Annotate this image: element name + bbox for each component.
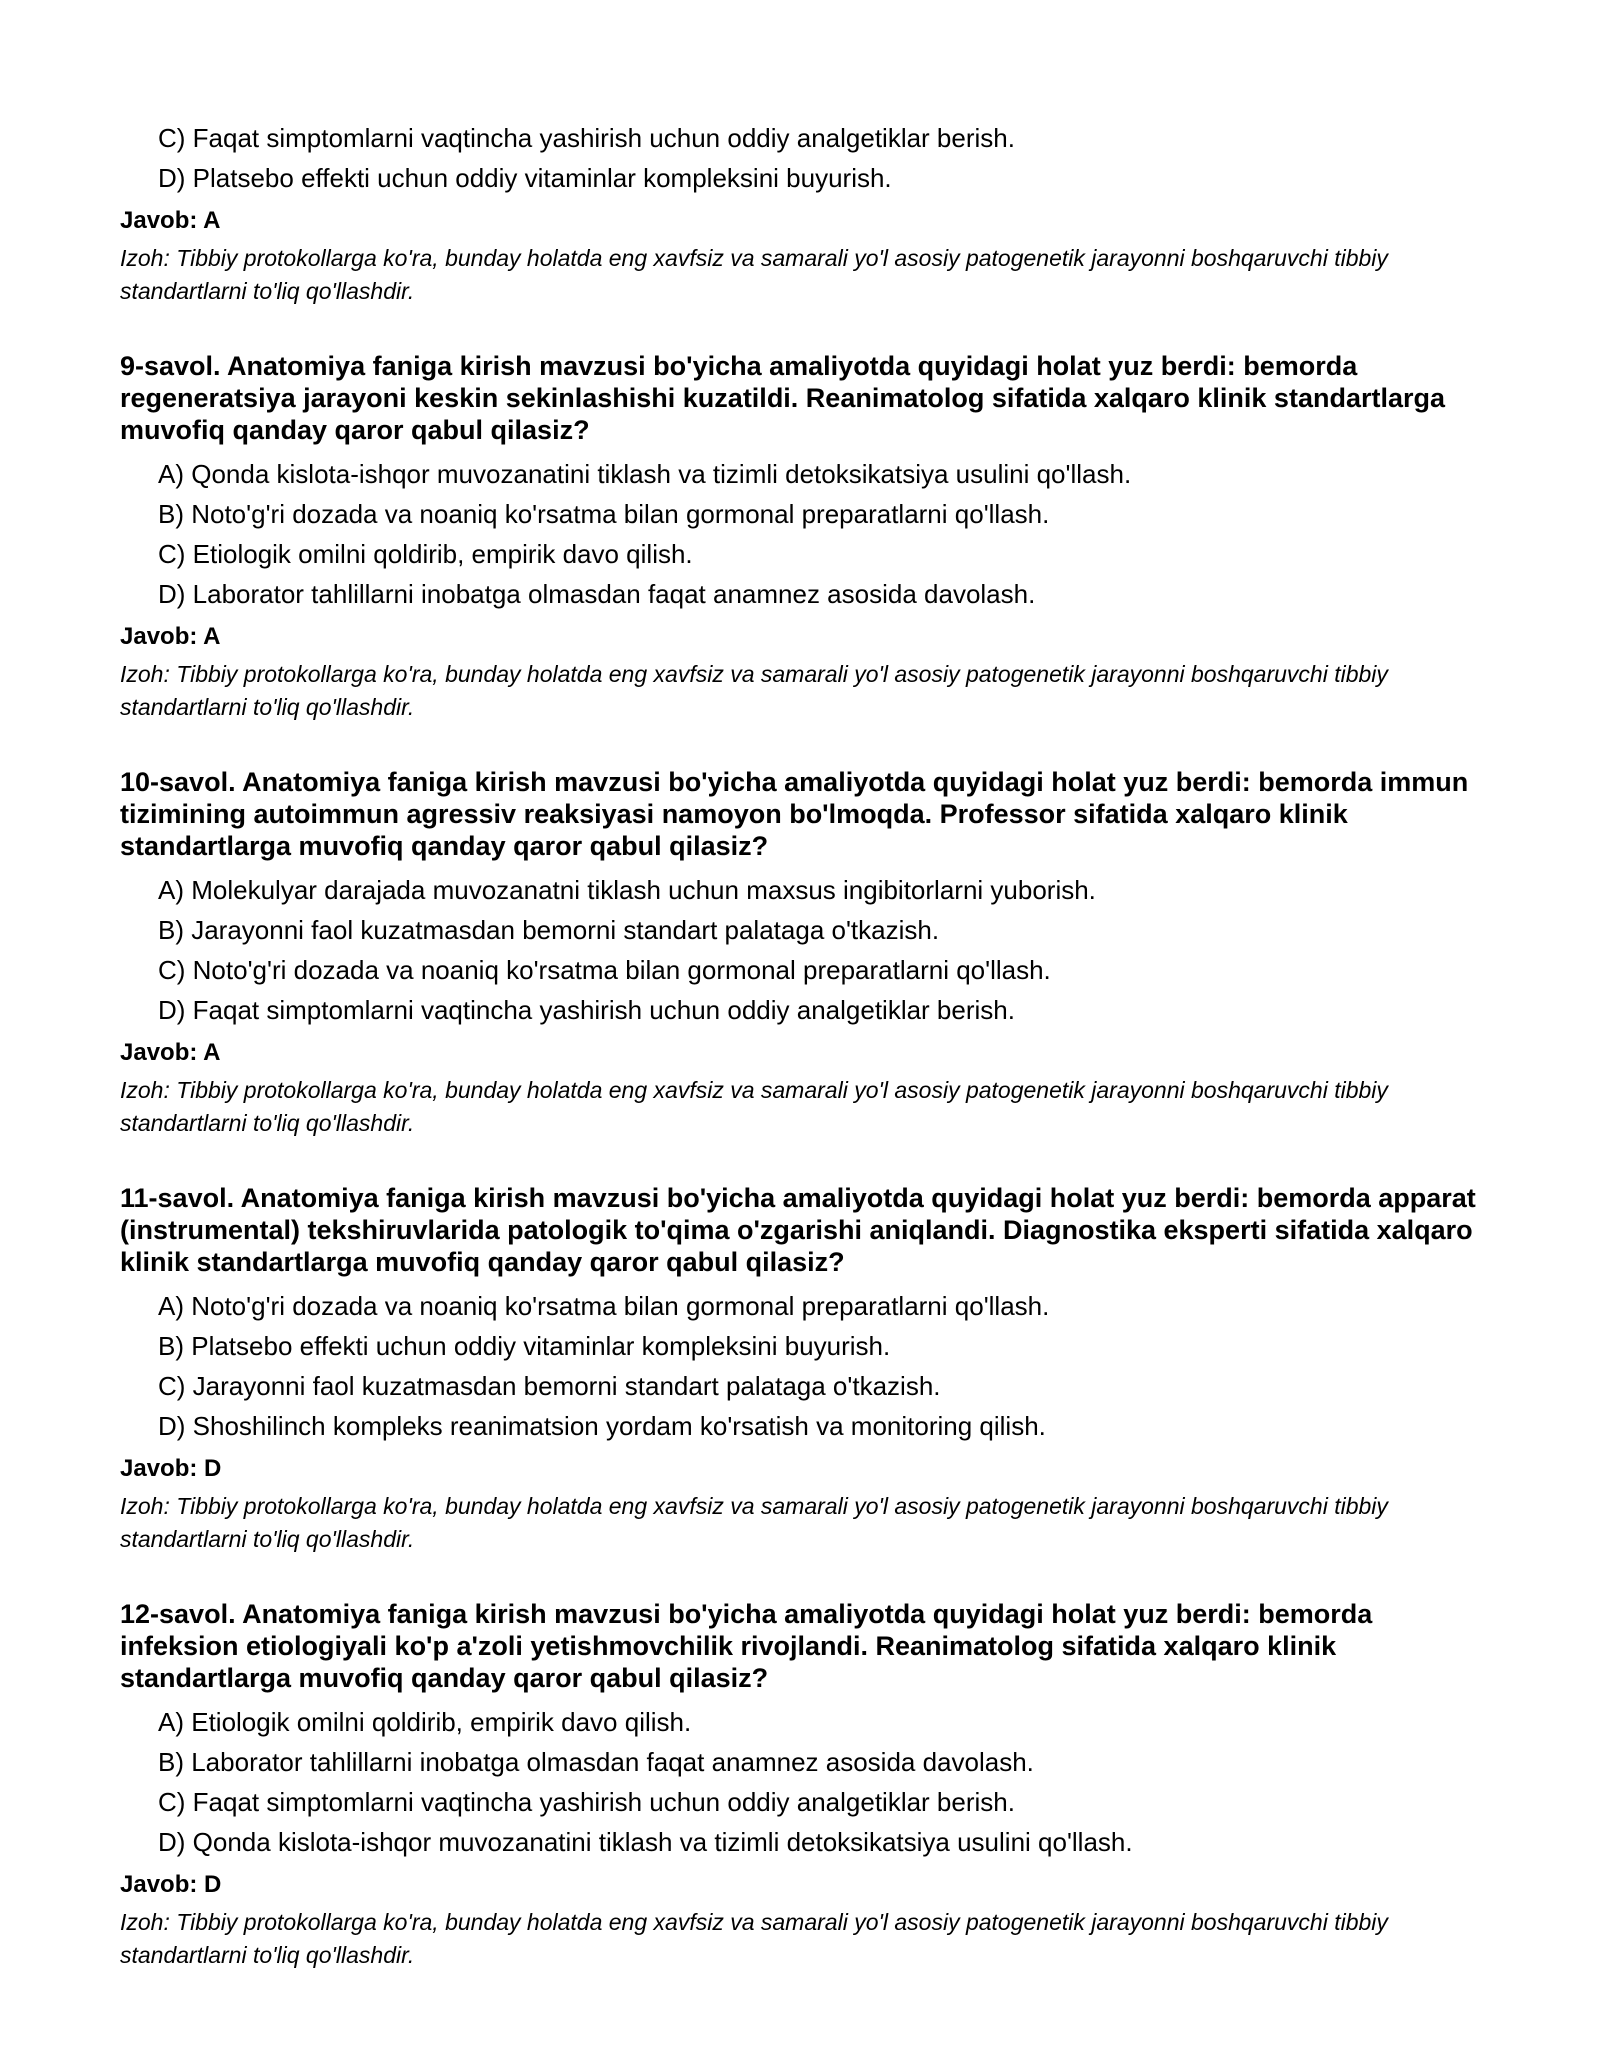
question-block-11 (120, 1182, 1480, 1556)
option-a: A) Qonda kislota-ishqor muvozanatini tiklash va tizimli detoksikatsiya usulini qo'llash. (158, 459, 1132, 489)
option-d: D) Laborator tahlillarni inobatga olmasdan faqat anamnez asosida davolash. (158, 579, 1036, 609)
explanation: Izoh: Tibbiy protokollarga ko'ra, bunday holatda eng xavfsiz va samarali yo'l asosiy patogenetik jarayonni boshqaruvchi tibbiy standartlarni to'liq qo'llashdir. (120, 661, 1388, 720)
answer: Javob: A (120, 1039, 221, 1066)
explanation: Izoh: Tibbiy protokollarga ko'ra, bunday holatda eng xavfsiz va samarali yo'l asosiy patogenetik jarayonni boshqaruvchi tibbiy standartlarni to'liq qo'llashdir. (120, 245, 1388, 304)
question-block-12 (120, 1598, 1480, 1972)
option-c: C) Etiologik omilni qoldirib, empirik davo qilish. (158, 539, 693, 569)
answer: Javob: A (120, 623, 221, 650)
explanation: Izoh: Tibbiy protokollarga ko'ra, bunday holatda eng xavfsiz va samarali yo'l asosiy patogenetik jarayonni boshqaruvchi tibbiy standartlarni to'liq qo'llashdir. (120, 1077, 1388, 1136)
option-d: D) Faqat simptomlarni vaqtincha yashirish uchun oddiy analgetiklar berish. (158, 995, 1015, 1025)
carryover-block (120, 118, 1480, 308)
question-title: 10-savol. Anatomiya faniga kirish mavzusi bo'yicha amaliyotda quyidagi holat yuz berdi: bemorda immun tizimining autoimmun agressiv reaksiyasi namoyon bo'lmoqda. Professor sifatida xalqaro klinik standartlarga muvofiq qanday qaror qabul qilasiz? (120, 767, 1469, 861)
option-c: C) Noto'g'ri dozada va noaniq ko'rsatma bilan gormonal preparatlarni qo'llash. (158, 955, 1051, 985)
question-block-10 (120, 766, 1480, 1140)
option-d: D) Platsebo effekti uchun oddiy vitaminlar kompleksini buyurish. (158, 163, 892, 193)
option-a: A) Etiologik omilni qoldirib, empirik davo qilish. (158, 1707, 692, 1737)
option-d: D) Shoshilinch kompleks reanimatsion yordam ko'rsatish va monitoring qilish. (158, 1411, 1046, 1441)
document-page (120, 118, 1480, 1972)
option-b: B) Jarayonni faol kuzatmasdan bemorni standart palataga o'tkazish. (158, 915, 940, 945)
option-a: A) Molekulyar darajada muvozanatni tiklash uchun maxsus ingibitorlarni yuborish. (158, 875, 1096, 905)
option-c: C) Jarayonni faol kuzatmasdan bemorni standart palataga o'tkazish. (158, 1371, 941, 1401)
option-a: A) Noto'g'ri dozada va noaniq ko'rsatma bilan gormonal preparatlarni qo'llash. (158, 1291, 1050, 1321)
question-title: 11-savol. Anatomiya faniga kirish mavzusi bo'yicha amaliyotda quyidagi holat yuz berdi: bemorda apparat (instrumental) tekshiruvlarida patologik to'qima o'zgarishi aniqlandi. Diagnostika eksperti sifatida xalqaro klinik standartlarga muvofiq qanday qaror qabul qilasiz? (120, 1183, 1476, 1277)
question-title: 12-savol. Anatomiya faniga kirish mavzusi bo'yicha amaliyotda quyidagi holat yuz berdi: bemorda infeksion etiologiyali ko'p a'zoli yetishmovchilik rivojlandi. Reanimatolog sifatida xalqaro klinik standartlarga muvofiq qanday qaror qabul qilasiz? (120, 1599, 1373, 1693)
answer: Javob: A (120, 207, 221, 234)
option-b: B) Noto'g'ri dozada va noaniq ko'rsatma bilan gormonal preparatlarni qo'llash. (158, 499, 1050, 529)
answer: Javob: D (120, 1871, 222, 1898)
option-c: C) Faqat simptomlarni vaqtincha yashirish uchun oddiy analgetiklar berish. (158, 123, 1015, 153)
question-block-9 (120, 350, 1480, 724)
question-title: 9-savol. Anatomiya faniga kirish mavzusi bo'yicha amaliyotda quyidagi holat yuz berdi: bemorda regeneratsiya jarayoni keskin sekinlashishi kuzatildi. Reanimatolog sifatida xalqaro klinik standartlarga muvofiq qanday qaror qabul qilasiz? (120, 351, 1445, 445)
option-b: B) Platsebo effekti uchun oddiy vitaminlar kompleksini buyurish. (158, 1331, 891, 1361)
option-d: D) Qonda kislota-ishqor muvozanatini tiklash va tizimli detoksikatsiya usulini qo'llash. (158, 1827, 1133, 1857)
explanation: Izoh: Tibbiy protokollarga ko'ra, bunday holatda eng xavfsiz va samarali yo'l asosiy patogenetik jarayonni boshqaruvchi tibbiy standartlarni to'liq qo'llashdir. (120, 1493, 1388, 1552)
option-c: C) Faqat simptomlarni vaqtincha yashirish uchun oddiy analgetiklar berish. (158, 1787, 1015, 1817)
option-b: B) Laborator tahlillarni inobatga olmasdan faqat anamnez asosida davolash. (158, 1747, 1034, 1777)
answer: Javob: D (120, 1455, 222, 1482)
explanation: Izoh: Tibbiy protokollarga ko'ra, bunday holatda eng xavfsiz va samarali yo'l asosiy patogenetik jarayonni boshqaruvchi tibbiy standartlarni to'liq qo'llashdir. (120, 1909, 1388, 1968)
